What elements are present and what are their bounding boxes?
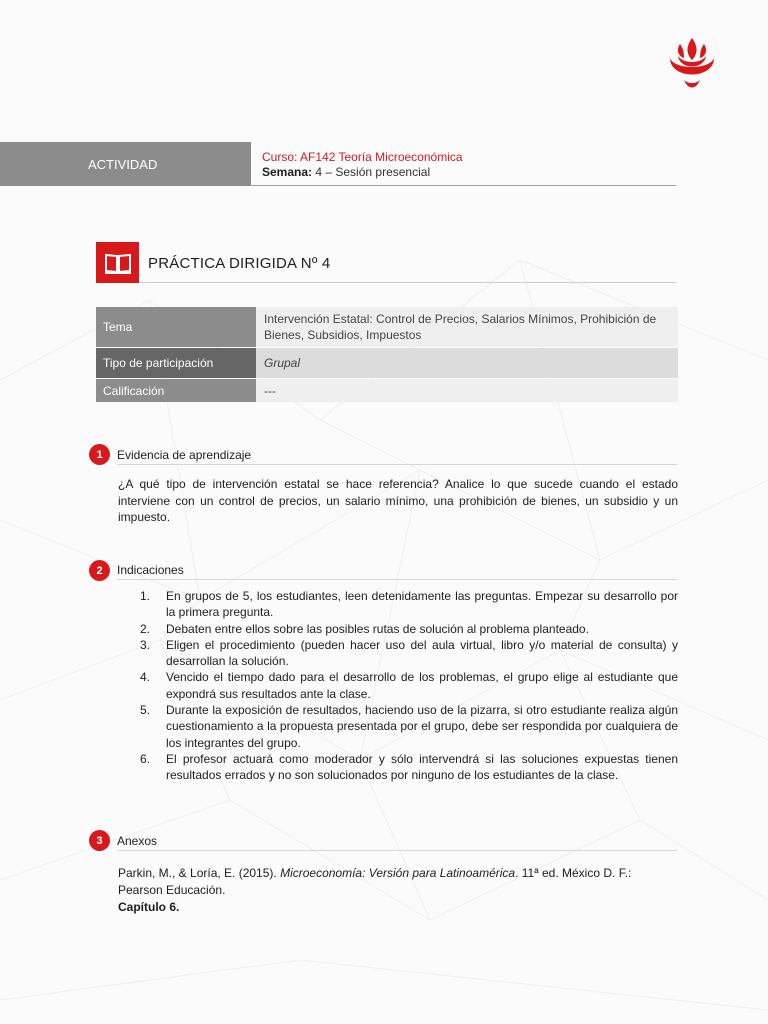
info-label: Tema <box>96 307 256 347</box>
reference-details: . 11ª ed. México D. F.: Pearson Educación. <box>118 866 632 897</box>
activity-band <box>0 142 251 186</box>
list-number: 4. <box>140 670 151 685</box>
book-icon <box>104 252 132 274</box>
section-divider <box>117 464 677 465</box>
list-item <box>140 621 678 637</box>
activity-label: ACTIVIDAD <box>88 156 158 172</box>
section-number-badge: 1 <box>89 444 110 465</box>
title-badge <box>96 242 139 283</box>
section-number-badge: 3 <box>89 830 110 851</box>
week-label: Semana: <box>262 165 313 179</box>
list-text: Eligen el procedimiento (pueden hacer uso del aula virtual, libro y/o material de consulta) y desarrollan la solución. <box>166 637 678 669</box>
section-number-badge: 2 <box>89 560 110 581</box>
info-label: Calificación <box>96 379 256 402</box>
section-title: Anexos <box>117 834 158 848</box>
info-row-topic <box>96 307 678 347</box>
list-text: En grupos de 5, los estudiantes, leen detenidamente las preguntas. Empezar su desarrollo por la primera pregunta. <box>166 589 678 620</box>
header-divider <box>251 185 676 186</box>
list-item <box>140 669 678 702</box>
week-value: 4 – Sesión presencial <box>312 165 431 179</box>
page-title: PRÁCTICA DIRIGIDA Nº 4 <box>148 255 331 272</box>
university-logo <box>664 36 720 92</box>
reference-chapter: Capítulo 6. <box>118 900 180 914</box>
list-number: 2. <box>140 621 151 636</box>
section-title: Evidencia de aprendizaje <box>117 448 252 462</box>
list-number: 5. <box>140 703 151 718</box>
list-number: 1. <box>140 589 151 603</box>
reference-title: Microeconomía: Versión para Latinoamérica <box>280 866 516 880</box>
info-value: --- <box>256 379 678 402</box>
info-row-participation <box>96 348 678 378</box>
list-item <box>140 637 678 670</box>
section-title: Indicaciones <box>117 563 184 577</box>
instructions-list <box>140 588 678 784</box>
info-value: Intervención Estatal: Control de Precios, Salarios Mínimos, Prohibición de Bienes, Subsidios, Impuestos <box>256 307 678 347</box>
list-item <box>140 588 678 621</box>
course-title: Curso: AF142 Teoría Microeconómica <box>262 150 463 164</box>
list-item <box>140 702 678 751</box>
list-text: Durante la exposición de resultados, haciendo uso de la pizarra, si otro estudiante realiza algún cuestionamiento a la propuesta presentada por el grupo, debe ser respondida por cualquiera de los integrantes del grupo. <box>166 703 678 750</box>
list-text: Debaten entre ellos sobre las posibles rutas de solución al problema planteado. <box>166 621 589 636</box>
week-info <box>262 165 430 179</box>
learning-evidence-text: ¿A qué tipo de intervención estatal se hace referencia? Analice lo que sucede cuando el estado interviene con un control de precios, un salario mínimo, una prohibición de bienes, un subsidio y un impuesto. <box>118 477 678 524</box>
list-number: 6. <box>140 751 151 766</box>
list-number: 3. <box>140 637 151 652</box>
info-label: Tipo de participación <box>96 348 256 378</box>
title-divider <box>139 282 676 283</box>
list-text: El profesor actuará como moderador y sólo intervendrá si las soluciones expuestas tienen resultados errados y no son solucionados por ninguno de los estudiantes de la clase. <box>166 751 678 783</box>
list-text: Vencido el tiempo dado para el desarrollo de los problemas, el grupo elige al estudiante que expondrá sus resultados ante la clase. <box>166 670 678 701</box>
reference-authors: Parkin, M., & Loría, E. (2015). <box>118 866 281 880</box>
info-table <box>96 307 678 402</box>
info-row-grade <box>96 379 678 402</box>
info-value: Grupal <box>256 348 678 378</box>
section-divider <box>117 579 677 580</box>
section-divider <box>117 850 677 851</box>
list-item <box>140 751 678 784</box>
reference-entry <box>118 865 678 916</box>
